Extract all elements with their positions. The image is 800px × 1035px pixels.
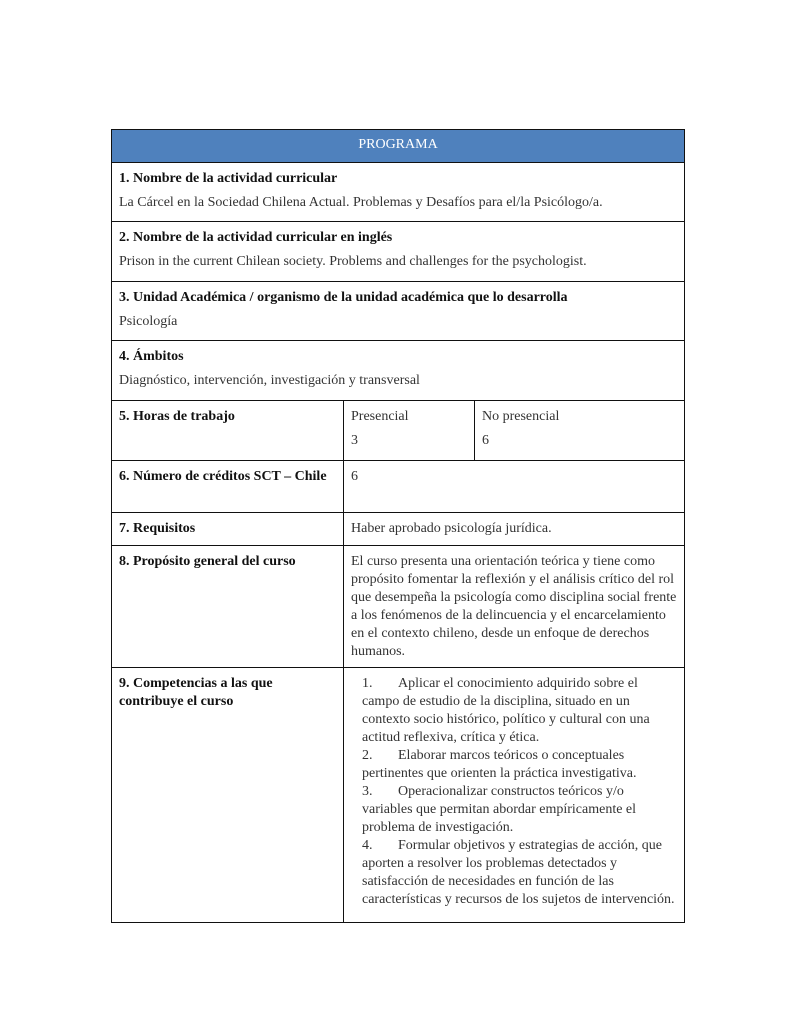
row-requisitos (112, 513, 685, 546)
row-nombre (112, 163, 685, 222)
competencias-list (344, 668, 685, 923)
row-ambitos (112, 341, 685, 401)
no-presencial-value: 6 (482, 433, 489, 448)
value: 6 (344, 461, 685, 513)
label: 9. Competencias a las que contribuye el curso (119, 676, 273, 709)
value: Diagnóstico, intervención, investigación y transversal (119, 373, 420, 388)
row-creditos (112, 461, 685, 513)
label: 4. Ámbitos (119, 349, 184, 364)
value: Psicología (119, 314, 178, 329)
row-nombre-ingles (112, 222, 685, 282)
list-item (362, 837, 677, 909)
item-number: 3. (362, 784, 373, 799)
presencial-value: 3 (351, 433, 358, 448)
program-table (111, 129, 685, 923)
item-text: Operacionalizar constructos teóricos y/o variables que permitan abordar empíricamente el problema de investigación. (362, 784, 637, 835)
item-text: Elaborar marcos teóricos o conceptuales pertinentes que orienten la práctica investigativa. (362, 748, 637, 781)
label: 8. Propósito general del curso (119, 554, 296, 569)
label: 5. Horas de trabajo (119, 409, 235, 424)
row-horas (112, 401, 685, 461)
item-text: Formular objetivos y estrategias de acción, que aporten a resolver los problemas detectados y satisfacción de necesidades en función de las características y recursos de los sujetos de intervención. (362, 838, 675, 907)
item-text: Aplicar el conocimiento adquirido sobre el campo de estudio de la disciplina, situado en un contexto socio histórico, político y cultural con una actitud reflexiva, crítica y ética. (362, 676, 650, 745)
list-item (362, 747, 677, 783)
label: 1. Nombre de la actividad curricular (119, 171, 338, 186)
item-number: 1. (362, 676, 373, 691)
value: Haber aprobado psicología jurídica. (344, 513, 685, 546)
label: 2. Nombre de la actividad curricular en inglés (119, 230, 393, 245)
presencial-label: Presencial (351, 409, 409, 424)
label: 7. Requisitos (119, 521, 196, 536)
no-presencial-label: No presencial (482, 409, 560, 424)
row-competencias (112, 668, 685, 923)
row-proposito (112, 546, 685, 668)
value: Prison in the current Chilean society. Problems and challenges for the psychologist. (119, 254, 587, 269)
item-number: 4. (362, 838, 373, 853)
label: 3. Unidad Académica / organismo de la unidad académica que lo desarrolla (119, 290, 568, 305)
label: 6. Número de créditos SCT – Chile (119, 469, 327, 484)
value: El curso presenta una orientación teórica y tiene como propósito fomentar la reflexión y el análisis crítico del rol que desempeña la psicología como disciplina social frente a los fenómenos de la delincuencia y el encarcelamiento en el contexto chileno, desde un enfoque de derechos humanos. (344, 546, 685, 668)
table-header: PROGRAMA (112, 130, 685, 163)
item-number: 2. (362, 748, 373, 763)
list-item (362, 783, 677, 837)
row-unidad (112, 282, 685, 341)
list-item (362, 675, 677, 747)
value: La Cárcel en la Sociedad Chilena Actual. Problemas y Desafíos para el/la Psicólogo/a. (119, 195, 603, 210)
